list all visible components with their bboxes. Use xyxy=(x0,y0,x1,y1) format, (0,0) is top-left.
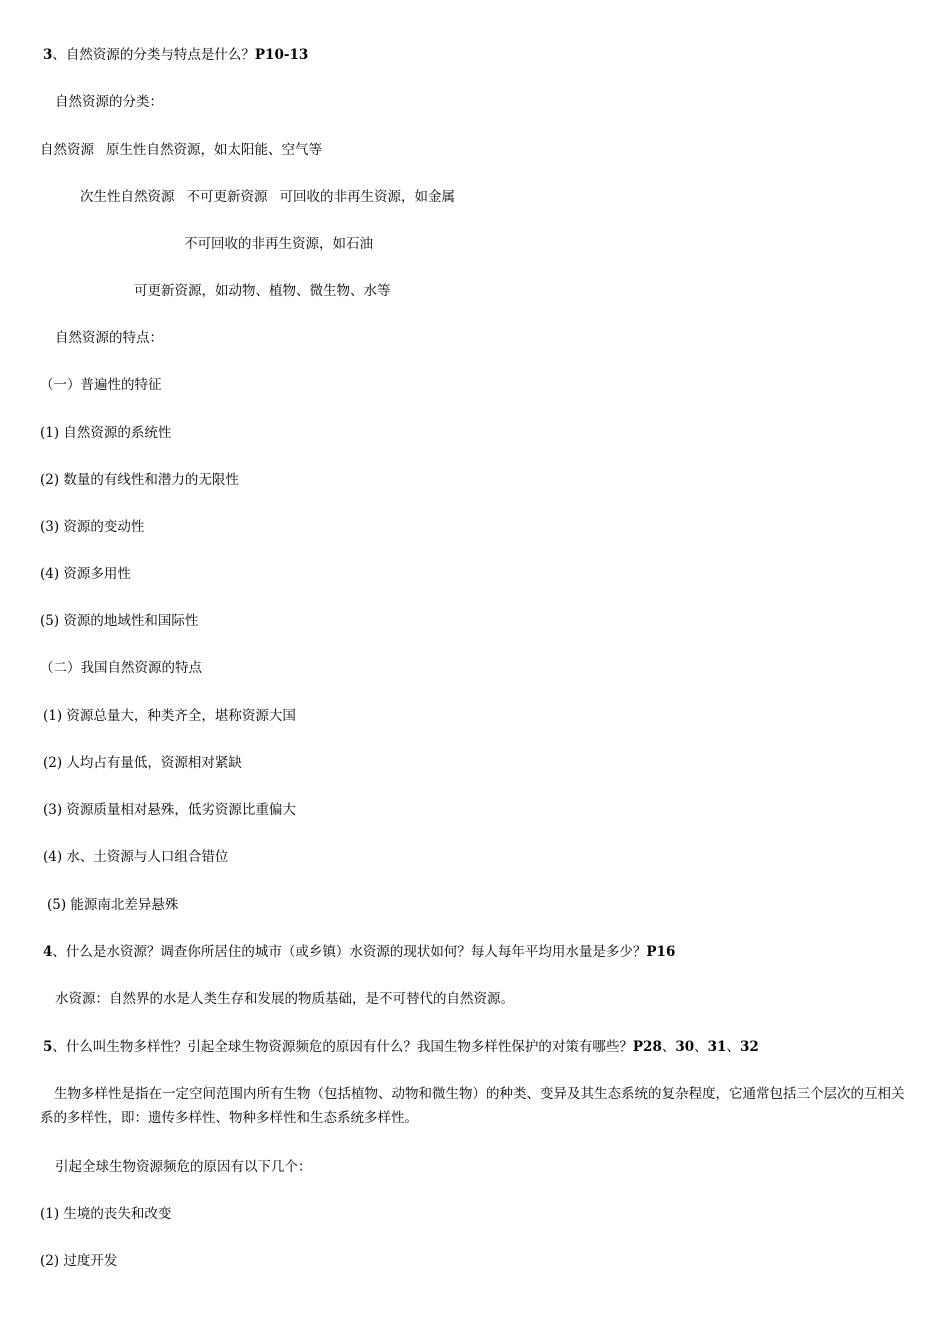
page-reference: 32 xyxy=(739,1039,759,1055)
separator: 、 xyxy=(694,1039,708,1055)
question-number: 3 xyxy=(43,47,53,63)
question-text: 、自然资源的分类与特点是什么？ xyxy=(52,47,255,63)
tree-row-2 xyxy=(80,187,455,207)
page-reference: P28 xyxy=(632,1039,662,1055)
tree-sub-renewable: 可更新资源，如动物、植物、微生物、水等 xyxy=(134,283,391,299)
tree-root: 自然资源 xyxy=(40,142,94,158)
classification-heading: 自然资源的分类： xyxy=(55,94,163,110)
question-text: 、什么是水资源？调查你所居住的城市（或乡镇）水资源的现状如何？每人每年平均用水量是多少？ xyxy=(52,944,647,960)
list-item: (2) 数量的有线性和潜力的无限性 xyxy=(40,472,239,488)
features-heading: 自然资源的特点： xyxy=(55,330,163,346)
list-item: (2) 过度开发 xyxy=(40,1253,118,1269)
page-reference: P10-13 xyxy=(254,47,309,63)
tree-leaf-recyclable: 可回收的非再生资源，如金属 xyxy=(279,189,455,205)
list-item: (5) 能源南北差异悬殊 xyxy=(47,897,179,913)
separator: 、 xyxy=(726,1039,740,1055)
list-item: (4) 资源多用性 xyxy=(40,566,131,582)
list-item: (1) 生境的丧失和改变 xyxy=(40,1206,172,1222)
question-number: 4 xyxy=(43,944,53,960)
question-4-heading xyxy=(43,942,675,962)
page-reference: 30 xyxy=(675,1039,695,1055)
list-item: (2) 人均占有量低，资源相对紧缺 xyxy=(43,755,242,771)
list-item: (3) 资源的变动性 xyxy=(40,519,145,535)
question-text: 、什么叫生物多样性？引起全球生物资源频危的原因有什么？我国生物多样性保护的对策有哪些？ xyxy=(52,1039,633,1055)
list-item: (3) 资源质量相对悬殊，低劣资源比重偏大 xyxy=(43,802,296,818)
list-item: (1) 自然资源的系统性 xyxy=(40,425,172,441)
question-5-heading xyxy=(43,1037,759,1057)
list-item: (1) 资源总量大，种类齐全，堪称资源大国 xyxy=(43,708,296,724)
causes-heading: 引起全球生物资源频危的原因有以下几个： xyxy=(55,1159,312,1175)
group-1-title: （一）普遍性的特征 xyxy=(40,377,162,393)
page-reference: P16 xyxy=(646,944,676,960)
list-item: (5) 资源的地域性和国际性 xyxy=(40,613,199,629)
tree-branch-secondary: 次生性自然资源 xyxy=(80,189,175,205)
page-reference: 31 xyxy=(707,1039,727,1055)
group-2-title: （二）我国自然资源的特点 xyxy=(40,660,202,676)
separator: 、 xyxy=(661,1039,676,1055)
question-number: 5 xyxy=(43,1039,53,1055)
tree-leaf-nonrecyclable: 不可回收的非再生资源，如石油 xyxy=(184,236,373,252)
water-resource-answer: 水资源：自然界的水是人类生存和发展的物质基础，是不可替代的自然资源。 xyxy=(55,991,514,1007)
tree-sub-nonrenewable: 不可更新资源 xyxy=(186,189,268,205)
biodiversity-definition: 生物多样性是指在一定空间范围内所有生物（包括植物、动物和微生物）的种类、变异及其生态系统的复杂程度，它通常包括三个层次的互相关系的多样性，即：遗传多样性、物种多样性和生态系统多样性。 xyxy=(40,1086,905,1126)
tree-row-1 xyxy=(40,140,322,160)
tree-branch-primary: 原生性自然资源，如太阳能、空气等 xyxy=(106,142,322,158)
list-item: (4) 水、土资源与人口组合错位 xyxy=(43,849,229,865)
question-3-heading xyxy=(43,45,308,65)
